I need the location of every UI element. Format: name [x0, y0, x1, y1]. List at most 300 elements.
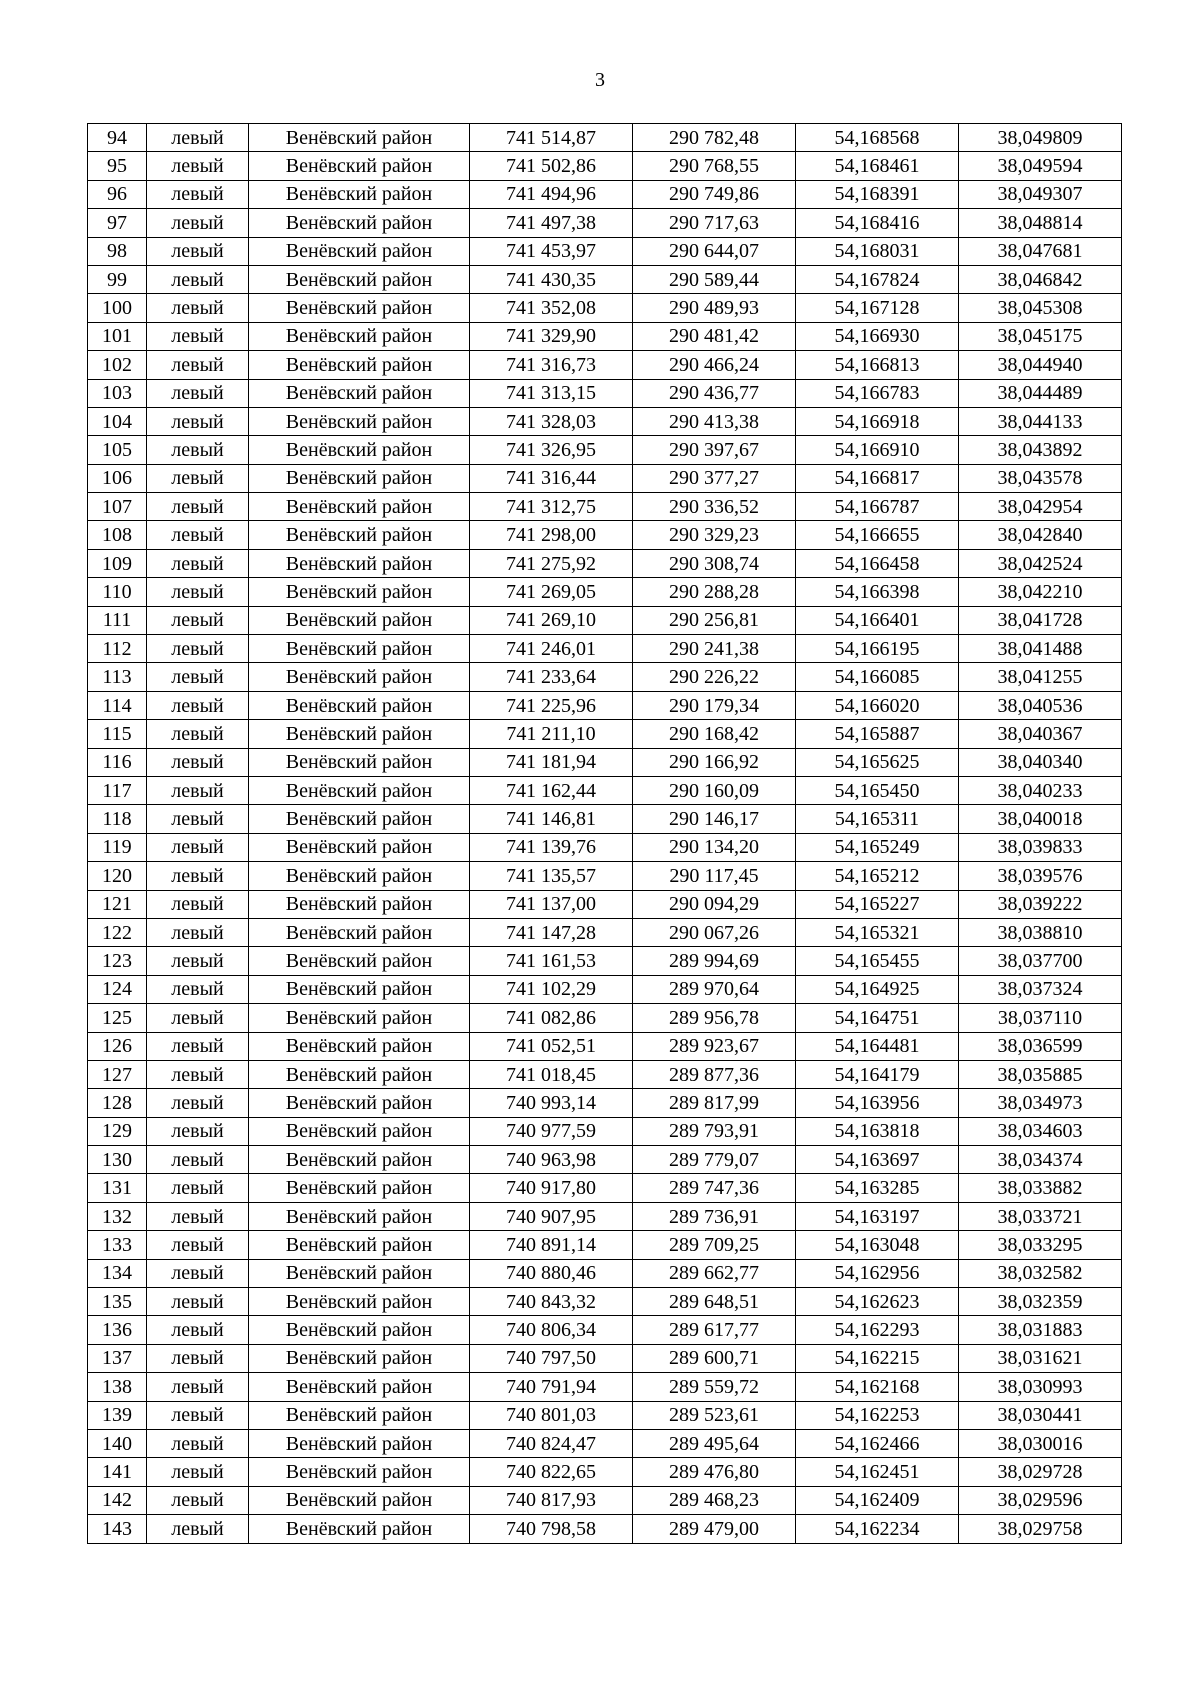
y-coordinate-cell: 290 336,52	[633, 493, 796, 521]
x-coordinate-cell: 741 102,29	[470, 975, 633, 1003]
x-coordinate-cell: 741 269,10	[470, 606, 633, 634]
page-number: 3	[595, 69, 605, 91]
table-row	[88, 1117, 1122, 1145]
x-coordinate-cell: 740 917,80	[470, 1174, 633, 1202]
bank-side-cell: левый	[147, 265, 249, 293]
y-coordinate-cell: 289 747,36	[633, 1174, 796, 1202]
y-coordinate-cell: 290 179,34	[633, 691, 796, 719]
y-coordinate-cell: 290 146,17	[633, 805, 796, 833]
table-row	[88, 294, 1122, 322]
district-cell: Венёвский район	[249, 663, 470, 691]
bank-side-cell: левый	[147, 1373, 249, 1401]
y-coordinate-cell: 290 481,42	[633, 322, 796, 350]
bank-side-cell: левый	[147, 1515, 249, 1543]
longitude-cell: 38,048814	[959, 209, 1122, 237]
latitude-cell: 54,168568	[796, 124, 959, 152]
point-number-cell: 140	[88, 1429, 147, 1457]
x-coordinate-cell: 741 181,94	[470, 748, 633, 776]
point-number-cell: 119	[88, 833, 147, 861]
district-cell: Венёвский район	[249, 720, 470, 748]
y-coordinate-cell: 289 600,71	[633, 1344, 796, 1372]
x-coordinate-cell: 740 993,14	[470, 1089, 633, 1117]
x-coordinate-cell: 741 161,53	[470, 947, 633, 975]
longitude-cell: 38,039576	[959, 862, 1122, 890]
bank-side-cell: левый	[147, 1117, 249, 1145]
table-body	[88, 124, 1122, 1544]
bank-side-cell: левый	[147, 322, 249, 350]
y-coordinate-cell: 290 377,27	[633, 464, 796, 492]
bank-side-cell: левый	[147, 975, 249, 1003]
point-number-cell: 124	[88, 975, 147, 1003]
district-cell: Венёвский район	[249, 1060, 470, 1088]
point-number-cell: 120	[88, 862, 147, 890]
x-coordinate-cell: 741 225,96	[470, 691, 633, 719]
point-number-cell: 98	[88, 237, 147, 265]
y-coordinate-cell: 290 241,38	[633, 635, 796, 663]
bank-side-cell: левый	[147, 436, 249, 464]
longitude-cell: 38,045175	[959, 322, 1122, 350]
bank-side-cell: левый	[147, 862, 249, 890]
bank-side-cell: левый	[147, 1429, 249, 1457]
longitude-cell: 38,039833	[959, 833, 1122, 861]
x-coordinate-cell: 740 806,34	[470, 1316, 633, 1344]
x-coordinate-cell: 741 430,35	[470, 265, 633, 293]
longitude-cell: 38,039222	[959, 890, 1122, 918]
x-coordinate-cell: 741 312,75	[470, 493, 633, 521]
x-coordinate-cell: 740 797,50	[470, 1344, 633, 1372]
latitude-cell: 54,166910	[796, 436, 959, 464]
y-coordinate-cell: 289 617,77	[633, 1316, 796, 1344]
latitude-cell: 54,166918	[796, 407, 959, 435]
longitude-cell: 38,049809	[959, 124, 1122, 152]
y-coordinate-cell: 290 768,55	[633, 152, 796, 180]
latitude-cell: 54,162234	[796, 1515, 959, 1543]
table-row	[88, 1515, 1122, 1543]
latitude-cell: 54,162956	[796, 1259, 959, 1287]
longitude-cell: 38,035885	[959, 1060, 1122, 1088]
x-coordinate-cell: 741 497,38	[470, 209, 633, 237]
point-number-cell: 141	[88, 1458, 147, 1486]
latitude-cell: 54,165311	[796, 805, 959, 833]
longitude-cell: 38,029596	[959, 1486, 1122, 1514]
table-row	[88, 1344, 1122, 1372]
district-cell: Венёвский район	[249, 1486, 470, 1514]
table-row	[88, 1373, 1122, 1401]
district-cell: Венёвский район	[249, 1202, 470, 1230]
longitude-cell: 38,040340	[959, 748, 1122, 776]
district-cell: Венёвский район	[249, 1117, 470, 1145]
district-cell: Венёвский район	[249, 436, 470, 464]
latitude-cell: 54,162293	[796, 1316, 959, 1344]
x-coordinate-cell: 740 817,93	[470, 1486, 633, 1514]
bank-side-cell: левый	[147, 351, 249, 379]
point-number-cell: 103	[88, 379, 147, 407]
point-number-cell: 128	[88, 1089, 147, 1117]
district-cell: Венёвский район	[249, 862, 470, 890]
table-row	[88, 124, 1122, 152]
district-cell: Венёвский район	[249, 1429, 470, 1457]
y-coordinate-cell: 290 489,93	[633, 294, 796, 322]
bank-side-cell: левый	[147, 947, 249, 975]
table-row	[88, 1429, 1122, 1457]
district-cell: Венёвский район	[249, 1174, 470, 1202]
district-cell: Венёвский район	[249, 379, 470, 407]
y-coordinate-cell: 289 479,00	[633, 1515, 796, 1543]
table-row	[88, 606, 1122, 634]
bank-side-cell: левый	[147, 1316, 249, 1344]
district-cell: Венёвский район	[249, 1259, 470, 1287]
bank-side-cell: левый	[147, 1032, 249, 1060]
longitude-cell: 38,036599	[959, 1032, 1122, 1060]
x-coordinate-cell: 741 018,45	[470, 1060, 633, 1088]
longitude-cell: 38,045308	[959, 294, 1122, 322]
point-number-cell: 125	[88, 1004, 147, 1032]
point-number-cell: 100	[88, 294, 147, 322]
point-number-cell: 105	[88, 436, 147, 464]
point-number-cell: 134	[88, 1259, 147, 1287]
longitude-cell: 38,040018	[959, 805, 1122, 833]
point-number-cell: 123	[88, 947, 147, 975]
longitude-cell: 38,040367	[959, 720, 1122, 748]
x-coordinate-cell: 741 147,28	[470, 918, 633, 946]
latitude-cell: 54,166817	[796, 464, 959, 492]
table-row	[88, 1146, 1122, 1174]
bank-side-cell: левый	[147, 1089, 249, 1117]
bank-side-cell: левый	[147, 1060, 249, 1088]
table-row	[88, 351, 1122, 379]
latitude-cell: 54,166458	[796, 549, 959, 577]
point-number-cell: 137	[88, 1344, 147, 1372]
x-coordinate-cell: 740 907,95	[470, 1202, 633, 1230]
latitude-cell: 54,164481	[796, 1032, 959, 1060]
point-number-cell: 121	[88, 890, 147, 918]
point-number-cell: 106	[88, 464, 147, 492]
longitude-cell: 38,043892	[959, 436, 1122, 464]
table-row	[88, 379, 1122, 407]
y-coordinate-cell: 289 648,51	[633, 1288, 796, 1316]
y-coordinate-cell: 289 994,69	[633, 947, 796, 975]
longitude-cell: 38,030993	[959, 1373, 1122, 1401]
y-coordinate-cell: 290 256,81	[633, 606, 796, 634]
bank-side-cell: левый	[147, 1174, 249, 1202]
x-coordinate-cell: 740 843,32	[470, 1288, 633, 1316]
table-row	[88, 947, 1122, 975]
point-number-cell: 110	[88, 578, 147, 606]
point-number-cell: 129	[88, 1117, 147, 1145]
latitude-cell: 54,166930	[796, 322, 959, 350]
x-coordinate-cell: 741 328,03	[470, 407, 633, 435]
table-row	[88, 322, 1122, 350]
bank-side-cell: левый	[147, 1231, 249, 1259]
bank-side-cell: левый	[147, 1344, 249, 1372]
x-coordinate-cell: 741 316,73	[470, 351, 633, 379]
table-row	[88, 578, 1122, 606]
bank-side-cell: левый	[147, 464, 249, 492]
longitude-cell: 38,034973	[959, 1089, 1122, 1117]
district-cell: Венёвский район	[249, 1373, 470, 1401]
latitude-cell: 54,167128	[796, 294, 959, 322]
table-row	[88, 152, 1122, 180]
x-coordinate-cell: 740 801,03	[470, 1401, 633, 1429]
district-cell: Венёвский район	[249, 322, 470, 350]
y-coordinate-cell: 290 329,23	[633, 521, 796, 549]
latitude-cell: 54,162451	[796, 1458, 959, 1486]
x-coordinate-cell: 741 269,05	[470, 578, 633, 606]
bank-side-cell: левый	[147, 152, 249, 180]
x-coordinate-cell: 741 329,90	[470, 322, 633, 350]
x-coordinate-cell: 741 326,95	[470, 436, 633, 464]
latitude-cell: 54,162409	[796, 1486, 959, 1514]
point-number-cell: 143	[88, 1515, 147, 1543]
district-cell: Венёвский район	[249, 152, 470, 180]
district-cell: Венёвский район	[249, 464, 470, 492]
district-cell: Венёвский район	[249, 1231, 470, 1259]
y-coordinate-cell: 290 160,09	[633, 776, 796, 804]
x-coordinate-cell: 741 316,44	[470, 464, 633, 492]
table-row	[88, 1259, 1122, 1287]
point-number-cell: 132	[88, 1202, 147, 1230]
longitude-cell: 38,037700	[959, 947, 1122, 975]
district-cell: Венёвский район	[249, 1146, 470, 1174]
longitude-cell: 38,047681	[959, 237, 1122, 265]
table-row	[88, 1089, 1122, 1117]
bank-side-cell: левый	[147, 407, 249, 435]
table-row	[88, 180, 1122, 208]
table-row	[88, 1458, 1122, 1486]
latitude-cell: 54,162253	[796, 1401, 959, 1429]
bank-side-cell: левый	[147, 635, 249, 663]
longitude-cell: 38,041488	[959, 635, 1122, 663]
y-coordinate-cell: 289 793,91	[633, 1117, 796, 1145]
bank-side-cell: левый	[147, 379, 249, 407]
bank-side-cell: левый	[147, 1004, 249, 1032]
y-coordinate-cell: 289 779,07	[633, 1146, 796, 1174]
coordinates-table	[87, 123, 1122, 1544]
table-row	[88, 748, 1122, 776]
table-row	[88, 1316, 1122, 1344]
bank-side-cell: левый	[147, 1202, 249, 1230]
longitude-cell: 38,034374	[959, 1146, 1122, 1174]
district-cell: Венёвский район	[249, 918, 470, 946]
latitude-cell: 54,165212	[796, 862, 959, 890]
bank-side-cell: левый	[147, 748, 249, 776]
longitude-cell: 38,029728	[959, 1458, 1122, 1486]
point-number-cell: 101	[88, 322, 147, 350]
table-row	[88, 209, 1122, 237]
point-number-cell: 108	[88, 521, 147, 549]
bank-side-cell: левый	[147, 1259, 249, 1287]
latitude-cell: 54,163956	[796, 1089, 959, 1117]
district-cell: Венёвский район	[249, 578, 470, 606]
latitude-cell: 54,162215	[796, 1344, 959, 1372]
bank-side-cell: левый	[147, 833, 249, 861]
bank-side-cell: левый	[147, 1146, 249, 1174]
table-row	[88, 265, 1122, 293]
y-coordinate-cell: 289 817,99	[633, 1089, 796, 1117]
bank-side-cell: левый	[147, 237, 249, 265]
latitude-cell: 54,166655	[796, 521, 959, 549]
y-coordinate-cell: 290 397,67	[633, 436, 796, 464]
table-row	[88, 805, 1122, 833]
bank-side-cell: левый	[147, 180, 249, 208]
district-cell: Венёвский район	[249, 1344, 470, 1372]
district-cell: Венёвский район	[249, 947, 470, 975]
table-row	[88, 776, 1122, 804]
latitude-cell: 54,168391	[796, 180, 959, 208]
latitude-cell: 54,166020	[796, 691, 959, 719]
bank-side-cell: левый	[147, 918, 249, 946]
x-coordinate-cell: 740 824,47	[470, 1429, 633, 1457]
longitude-cell: 38,049594	[959, 152, 1122, 180]
longitude-cell: 38,044940	[959, 351, 1122, 379]
longitude-cell: 38,033295	[959, 1231, 1122, 1259]
bank-side-cell: левый	[147, 805, 249, 833]
longitude-cell: 38,038810	[959, 918, 1122, 946]
point-number-cell: 142	[88, 1486, 147, 1514]
bank-side-cell: левый	[147, 606, 249, 634]
bank-side-cell: левый	[147, 720, 249, 748]
latitude-cell: 54,168031	[796, 237, 959, 265]
latitude-cell: 54,163285	[796, 1174, 959, 1202]
longitude-cell: 38,041728	[959, 606, 1122, 634]
latitude-cell: 54,168461	[796, 152, 959, 180]
point-number-cell: 102	[88, 351, 147, 379]
x-coordinate-cell: 741 313,15	[470, 379, 633, 407]
table-row	[88, 1401, 1122, 1429]
longitude-cell: 38,032359	[959, 1288, 1122, 1316]
x-coordinate-cell: 740 880,46	[470, 1259, 633, 1287]
y-coordinate-cell: 290 094,29	[633, 890, 796, 918]
table-row	[88, 549, 1122, 577]
table-row	[88, 663, 1122, 691]
y-coordinate-cell: 290 436,77	[633, 379, 796, 407]
bank-side-cell: левый	[147, 493, 249, 521]
longitude-cell: 38,046842	[959, 265, 1122, 293]
longitude-cell: 38,043578	[959, 464, 1122, 492]
bank-side-cell: левый	[147, 124, 249, 152]
x-coordinate-cell: 741 514,87	[470, 124, 633, 152]
table-row	[88, 1060, 1122, 1088]
bank-side-cell: левый	[147, 1288, 249, 1316]
table-row	[88, 1004, 1122, 1032]
table-row	[88, 918, 1122, 946]
longitude-cell: 38,040233	[959, 776, 1122, 804]
district-cell: Венёвский район	[249, 776, 470, 804]
x-coordinate-cell: 741 453,97	[470, 237, 633, 265]
latitude-cell: 54,163697	[796, 1146, 959, 1174]
latitude-cell: 54,168416	[796, 209, 959, 237]
district-cell: Венёвский район	[249, 1004, 470, 1032]
point-number-cell: 114	[88, 691, 147, 719]
table-row	[88, 493, 1122, 521]
district-cell: Венёвский район	[249, 890, 470, 918]
bank-side-cell: левый	[147, 1486, 249, 1514]
district-cell: Венёвский район	[249, 1288, 470, 1316]
longitude-cell: 38,031621	[959, 1344, 1122, 1372]
point-number-cell: 130	[88, 1146, 147, 1174]
latitude-cell: 54,162168	[796, 1373, 959, 1401]
y-coordinate-cell: 290 226,22	[633, 663, 796, 691]
latitude-cell: 54,166401	[796, 606, 959, 634]
longitude-cell: 38,041255	[959, 663, 1122, 691]
x-coordinate-cell: 741 137,00	[470, 890, 633, 918]
point-number-cell: 96	[88, 180, 147, 208]
y-coordinate-cell: 289 468,23	[633, 1486, 796, 1514]
y-coordinate-cell: 290 589,44	[633, 265, 796, 293]
y-coordinate-cell: 289 709,25	[633, 1231, 796, 1259]
latitude-cell: 54,164179	[796, 1060, 959, 1088]
x-coordinate-cell: 741 352,08	[470, 294, 633, 322]
y-coordinate-cell: 289 956,78	[633, 1004, 796, 1032]
x-coordinate-cell: 741 233,64	[470, 663, 633, 691]
longitude-cell: 38,037324	[959, 975, 1122, 1003]
longitude-cell: 38,033721	[959, 1202, 1122, 1230]
district-cell: Венёвский район	[249, 748, 470, 776]
district-cell: Венёвский район	[249, 975, 470, 1003]
latitude-cell: 54,163048	[796, 1231, 959, 1259]
y-coordinate-cell: 289 970,64	[633, 975, 796, 1003]
y-coordinate-cell: 289 523,61	[633, 1401, 796, 1429]
bank-side-cell: левый	[147, 549, 249, 577]
point-number-cell: 118	[88, 805, 147, 833]
longitude-cell: 38,042524	[959, 549, 1122, 577]
point-number-cell: 115	[88, 720, 147, 748]
district-cell: Венёвский район	[249, 805, 470, 833]
table-row	[88, 691, 1122, 719]
point-number-cell: 116	[88, 748, 147, 776]
point-number-cell: 94	[88, 124, 147, 152]
table-row	[88, 635, 1122, 663]
longitude-cell: 38,030441	[959, 1401, 1122, 1429]
bank-side-cell: левый	[147, 776, 249, 804]
y-coordinate-cell: 290 413,38	[633, 407, 796, 435]
latitude-cell: 54,162623	[796, 1288, 959, 1316]
bank-side-cell: левый	[147, 578, 249, 606]
y-coordinate-cell: 290 168,42	[633, 720, 796, 748]
table-row	[88, 862, 1122, 890]
latitude-cell: 54,165887	[796, 720, 959, 748]
district-cell: Венёвский район	[249, 833, 470, 861]
latitude-cell: 54,167824	[796, 265, 959, 293]
x-coordinate-cell: 741 211,10	[470, 720, 633, 748]
district-cell: Венёвский район	[249, 351, 470, 379]
y-coordinate-cell: 290 288,28	[633, 578, 796, 606]
y-coordinate-cell: 290 717,63	[633, 209, 796, 237]
table-row	[88, 1032, 1122, 1060]
latitude-cell: 54,166787	[796, 493, 959, 521]
latitude-cell: 54,165450	[796, 776, 959, 804]
x-coordinate-cell: 741 494,96	[470, 180, 633, 208]
point-number-cell: 138	[88, 1373, 147, 1401]
table-row	[88, 1231, 1122, 1259]
longitude-cell: 38,033882	[959, 1174, 1122, 1202]
longitude-cell: 38,042954	[959, 493, 1122, 521]
longitude-cell: 38,042840	[959, 521, 1122, 549]
longitude-cell: 38,042210	[959, 578, 1122, 606]
latitude-cell: 54,165249	[796, 833, 959, 861]
point-number-cell: 136	[88, 1316, 147, 1344]
latitude-cell: 54,165227	[796, 890, 959, 918]
point-number-cell: 133	[88, 1231, 147, 1259]
x-coordinate-cell: 741 082,86	[470, 1004, 633, 1032]
longitude-cell: 38,044133	[959, 407, 1122, 435]
latitude-cell: 54,166195	[796, 635, 959, 663]
latitude-cell: 54,165455	[796, 947, 959, 975]
point-number-cell: 112	[88, 635, 147, 663]
district-cell: Венёвский район	[249, 180, 470, 208]
latitude-cell: 54,166783	[796, 379, 959, 407]
bank-side-cell: левый	[147, 1401, 249, 1429]
